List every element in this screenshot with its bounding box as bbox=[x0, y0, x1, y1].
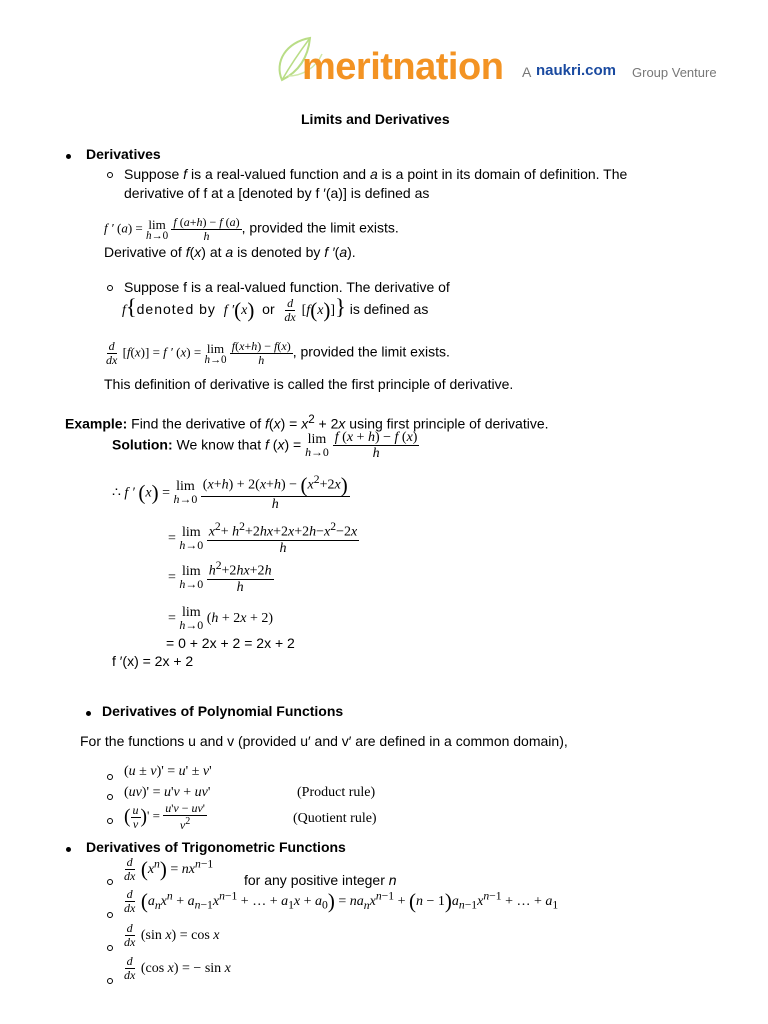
sub-bullet bbox=[107, 978, 113, 984]
definition-2-notation: f{denoted by f ′(x) or $\frac{d}{dx}$ [f(x)]} is defined as bbox=[122, 294, 429, 324]
solution-step-4: = lim h→0 (h + 2x + 2) bbox=[168, 605, 274, 632]
solution-line: Solution: We know that f (x) = lim h→0 $\frac{f (x + h) - f (x)}{h}$ bbox=[112, 430, 418, 462]
logo-wordmark: meritnation bbox=[302, 46, 504, 88]
trig-heading: Derivatives of Trigonometric Functions bbox=[86, 839, 346, 855]
definition-2-formula: $\frac{d}{dx}$ [f(x)] = f ′ (x) = lim h→0 $\frac{f(x+h) - f(x)}{h}$ , provided the limit exists. bbox=[106, 339, 450, 368]
bullet bbox=[86, 711, 91, 716]
solution-step-1: ∴ f ′ (x) = lim h→0 $\frac{(x+h) + 2(x+h) - (x^2+2x)}{h}$ bbox=[112, 472, 348, 512]
meritnation-logo bbox=[268, 30, 718, 100]
sub-bullet bbox=[107, 172, 113, 178]
power-rule: $\frac{d}{dx}$ $(x^n) = nx^{n-1}$ bbox=[124, 855, 214, 884]
solution-result: f ′(x) = 2x + 2 bbox=[112, 653, 194, 669]
sub-bullet bbox=[107, 912, 113, 918]
definition-1-line-2: derivative of f at a [denoted by f ′(a)] is defined as bbox=[124, 185, 430, 201]
example-line: Example: Find the derivative of $f(x) = x^2 + 2x$ using first principle of derivative. bbox=[65, 413, 549, 432]
sum-rule: (u ± v)' = u' ± v' bbox=[124, 764, 212, 779]
sub-bullet bbox=[107, 945, 113, 951]
sub-bullet bbox=[107, 285, 113, 291]
polynomial-derivative: $\frac{d}{dx}$ ($a_nx^n + a_{n-1}x^{n-1}$ + … + $a_1x + a_0) = na_nx^{n-1} + (n - 1)a_{n-1}x^{n-1}$ + … + $a_1$ bbox=[124, 887, 559, 916]
tagline-prefix: A bbox=[522, 64, 532, 80]
sub-bullet bbox=[107, 818, 113, 824]
page-title: Limits and Derivatives bbox=[301, 111, 450, 127]
definition-1-after: Derivative of f(x) at a is denoted by f ′(a). bbox=[104, 244, 356, 260]
definition-1-line-1: Suppose f is a real-valued function and a is a point in its domain of definition. The bbox=[124, 166, 628, 182]
naukri-logo-text: naukri.com bbox=[536, 62, 617, 79]
solution-step-2: = lim h→0 $\frac{x^2+ h^2+2hx+2x+2h-x^2-2x}{h}$ bbox=[168, 520, 358, 557]
sub-bullet bbox=[107, 774, 113, 780]
definition-1-formula: f ′ (a) = lim h→0 $\frac{f (a+h) - f (a)}{h}$ , provided the limit exists. bbox=[104, 215, 399, 244]
power-rule-note: for any positive integer n bbox=[244, 872, 397, 888]
definition-2-after: This definition of derivative is called the first principle of derivative. bbox=[104, 376, 514, 392]
solution-step-3: = lim h→0 $\frac{h^2+2hx+2h}{h}$ bbox=[168, 559, 272, 596]
solution-step-5: = 0 + 2x + 2 = 2x + 2 bbox=[166, 635, 295, 651]
tagline-suffix: Group Venture bbox=[632, 65, 717, 80]
definition-2-line-1: Suppose f is a real-valued function. The derivative of bbox=[124, 279, 450, 295]
bullet bbox=[66, 847, 71, 852]
product-rule-formula: (uv)' = u'v + uv' bbox=[124, 785, 211, 800]
derivatives-heading: Derivatives bbox=[86, 146, 161, 162]
product-rule-label: (Product rule) bbox=[297, 785, 376, 800]
polynomial-heading: Derivatives of Polynomial Functions bbox=[102, 703, 344, 719]
quotient-rule-label: (Quotient rule) bbox=[293, 811, 377, 826]
sub-bullet bbox=[107, 794, 113, 800]
bullet bbox=[66, 154, 71, 159]
cos-derivative: $\frac{d}{dx}$ (cos x) = − sin x bbox=[124, 954, 231, 983]
quotient-rule-formula: ( $\frac{u}{v}$ )' = $\frac{u'v - uv'}{v^2}$ bbox=[124, 801, 205, 833]
sub-bullet bbox=[107, 879, 113, 885]
polynomial-intro: For the functions u and v (provided u′ and v′ are defined in a common domain), bbox=[80, 733, 568, 749]
sin-derivative: $\frac{d}{dx}$ (sin x) = cos x bbox=[124, 921, 220, 950]
